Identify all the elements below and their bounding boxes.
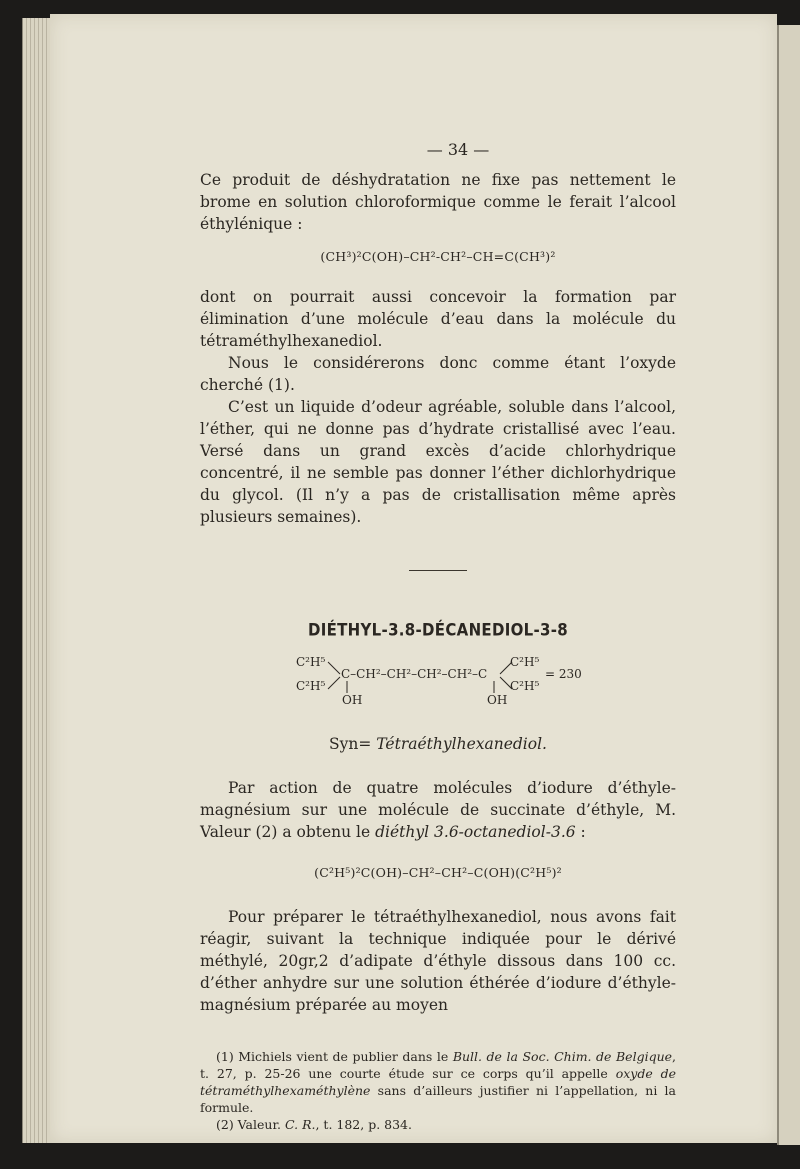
paragraph-2: dont on pourrait aussi concevoir la formation par élimination d’une molécule d’eau dans la molécule du tétraméthylhexanediol. [200, 288, 676, 350]
footnote-2-journal: C. R. [285, 1117, 316, 1132]
paragraph-5-compound: diéthyl 3.6-octanediol-3.6 [375, 823, 576, 841]
paragraph-5 [200, 777, 676, 843]
paragraph-5-text: Par action de quatre molécules d’iodure d’éthyle-magnésium sur une molécule de succinate d’éthyle, M. Valeur (2) a obtenu le [200, 779, 676, 841]
paragraph-5-end: : [575, 823, 586, 841]
paragraph-1: Ce produit de déshydratation ne fixe pas nettement le brome en solution chloroformique comme le ferait l’alcool éthylénique : [200, 171, 676, 233]
section-heading: DIÉTHYL-3.8-DÉCANEDIOL-3-8 [307, 619, 569, 641]
left-ethyl-bottom: C²H⁵ [296, 679, 326, 693]
footnote-1-text: (1) Michiels vient de publier dans le [216, 1049, 453, 1064]
footnote-1-text-2: , t. 27, p. 25-26 une courte étude sur ce corps qu’il appelle [200, 1049, 677, 1081]
left-ethyl-top: C²H⁵ [296, 655, 326, 669]
left-bond-lines [326, 659, 342, 693]
synonym-name: Tétraéthylhexanediol. [376, 735, 547, 753]
footnote-2-text: (2) Valeur. [216, 1117, 286, 1132]
page-content [200, 140, 676, 1133]
page-number: — 34 — [426, 140, 490, 159]
formula-2: (C²H⁵)²C(OH)–CH²–CH²–C(OH)(C²H⁵)² [314, 865, 562, 880]
molecular-mass: = 230 [545, 667, 582, 681]
page-stack-edge [22, 18, 53, 1143]
footnote-1 [200, 1048, 676, 1116]
formula-1: (CH³)²C(OH)–CH²-CH²–CH=C(CH³)² [320, 249, 556, 264]
footnote-1-compound: oxyde de tétraméthylhexaméthylène [200, 1066, 676, 1098]
right-oh-bond [492, 681, 496, 693]
right-ethyl-bottom: C²H⁵ [510, 679, 540, 693]
structural-formula [200, 653, 676, 711]
main-chain: C–CH²–CH²–CH²–CH²–C [341, 667, 488, 681]
footnotes [200, 1048, 676, 1133]
left-oh-bond [345, 681, 349, 693]
right-hydroxyl: OH [487, 693, 508, 707]
synonym-prefix: Syn= [329, 735, 377, 753]
footnote-1-journal: Bull. de la Soc. Chim. de Belgique [452, 1049, 673, 1064]
right-ethyl-top: C²H⁵ [510, 655, 540, 669]
section-divider [409, 570, 467, 571]
paragraph-3: Nous le considérerons donc comme étant l’oxyde cherché (1). [200, 354, 676, 394]
synonym-line [200, 735, 676, 753]
facing-page-edge [777, 25, 800, 1145]
footnote-1-text-3: sans d’ailleurs justifier ni l’appellation, ni la formule. [200, 1083, 676, 1115]
left-hydroxyl: OH [342, 693, 363, 707]
paragraph-6: Pour préparer le tétraéthylhexanediol, nous avons fait réagir, suivant la technique indiquée pour le dérivé méthylé, 20gr,2 d’adipate d’éthyle dissous dans 100 cc. d’éther anhydre sur une solution éthérée d’iodure d’éthyle-magnésium préparée au moyen [200, 908, 676, 1014]
footnote-2-text-2: , t. 182, p. 834. [315, 1117, 412, 1132]
paragraph-4: C’est un liquide d’odeur agréable, soluble dans l’alcool, l’éther, qui ne donne pas d’hydrate cristallisé avec l’eau. Versé dans un grand excès d’acide chlorhydrique concentré, il ne semble pas donner l’éther dichlorhydrique du glycol. (Il n’y a pas de cristallisation même après plusieurs semaines). [200, 398, 676, 526]
footnote-2 [200, 1116, 676, 1133]
